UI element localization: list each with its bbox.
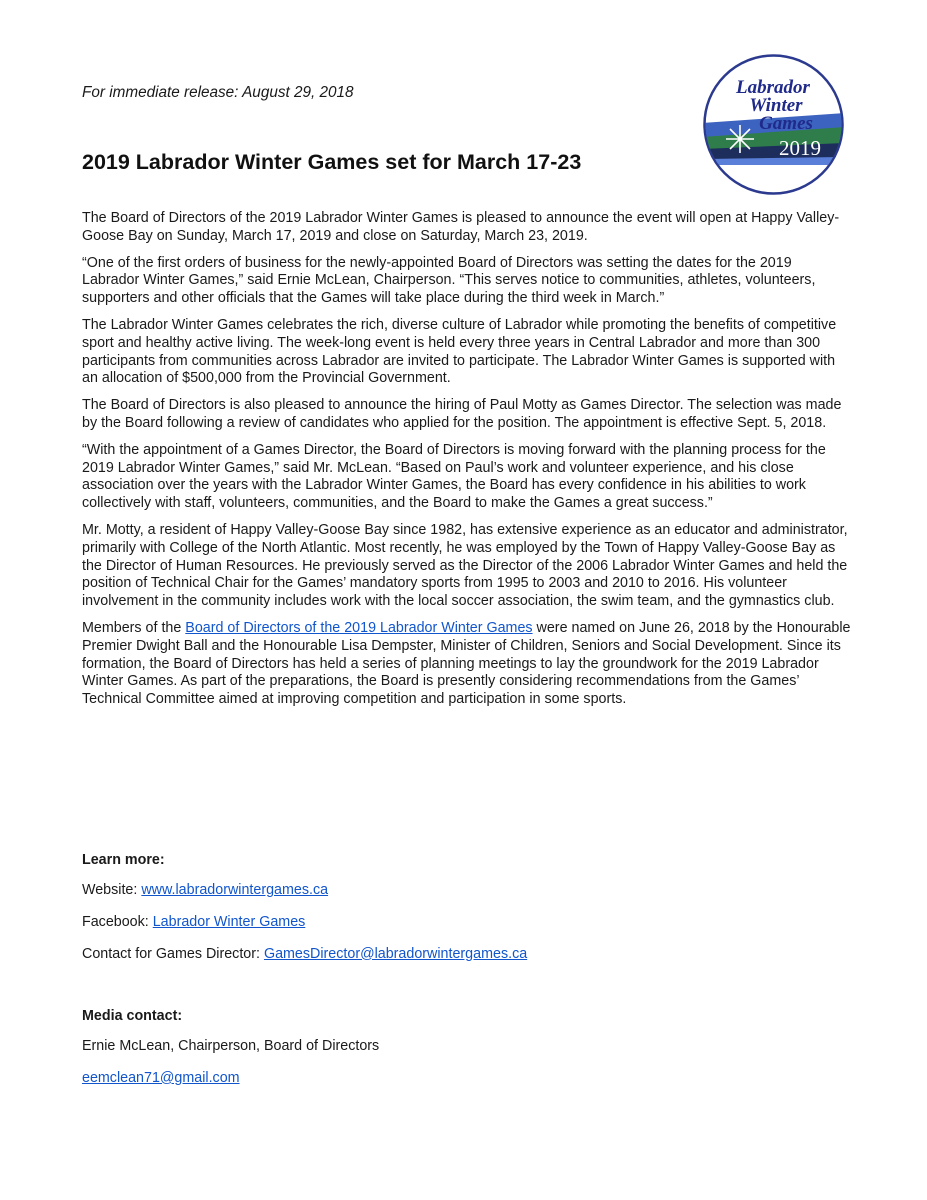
release-date: For immediate release: August 29, 2018 <box>82 84 354 101</box>
snowflake-icon <box>726 125 754 153</box>
learn-more-heading: Learn more: <box>82 852 165 868</box>
media-contact-name: Ernie McLean, Chairperson, Board of Directors <box>82 1038 380 1054</box>
media-contact-email-link[interactable]: eemclean71@gmail.com <box>82 1069 240 1086</box>
learn-more-section <box>82 852 852 977</box>
paragraph-2: “One of the first orders of business for the newly-appointed Board of Directors was setting the dates for the 2019 Labrador Winter Games,” said Ernie McLean, Chairperson. “This serves notice to communities, athletes, volunteers, supporters and other officials that the Games will take place during the third week in March.” <box>82 254 816 307</box>
labrador-winter-games-logo <box>702 53 845 196</box>
page-title: 2019 Labrador Winter Games set for March 17-23 <box>82 150 582 174</box>
facebook-label: Facebook: <box>82 913 153 930</box>
logo-line-3: Games <box>759 113 813 134</box>
media-contact-email-line <box>82 1070 852 1088</box>
article-body <box>82 210 852 718</box>
website-label: Website: <box>82 882 142 898</box>
paragraph-1: The Board of Directors of the 2019 Labrador Winter Games is pleased to announce the event will open at Happy Valley-Goose Bay on Sunday, March 17, 2019 and close on Saturday, March 23, 2019. <box>82 210 840 244</box>
website-line <box>82 882 852 900</box>
website-link[interactable]: www.labradorwintergames.ca <box>141 882 329 898</box>
board-of-directors-link[interactable]: Board of Directors of the 2019 Labrador Winter Games <box>185 619 533 636</box>
paragraph-3: The Labrador Winter Games celebrates the rich, diverse culture of Labrador while promoting the benefits of competitive sport and healthy active living. The week-long event is held every three years in Central Labrador and more than 300 participants from communities across Labrador are invited to participate. The Labrador Winter Games is supported with an allocation of $500,000 from the Provincial Government. <box>82 316 837 387</box>
facebook-link[interactable]: Labrador Winter Games <box>152 913 306 930</box>
paragraph-4: The Board of Directors is also pleased to announce the hiring of Paul Motty as Games Director. The selection was made by the Board following a review of candidates who applied for the position. The appointment is effective Sept. 5, 2018. <box>82 397 842 431</box>
logo-line-2: Winter <box>749 95 803 116</box>
logo-line-1: Labrador <box>736 77 810 98</box>
contact-line <box>82 946 852 964</box>
paragraph-6: Mr. Motty, a resident of Happy Valley-Goose Bay since 1982, has extensive experience as an educator and administrator, primarily with College of the North Atlantic. Most recently, he was employed by the Town of Happy Valley-Goose Bay as the Director of Human Resources. He previously served as the Director of the 2006 Labrador Winter Games and held the position of Technical Chair for the Games’ mandatory sports from 1995 to 2003 and 2010 to 2016. His volunteer involvement in the community includes work with the local soccer association, the swim team, and the gymnastics club. <box>82 521 848 610</box>
games-director-email-link[interactable]: GamesDirector@labradorwintergames.ca <box>263 945 528 962</box>
logo-year: 2019 <box>779 136 821 160</box>
paragraph-5: “With the appointment of a Games Director, the Board of Directors is moving forward with the planning process for the 2019 Labrador Winter Games,” said Mr. McLean. “Based on Paul’s work and volunteer experience, and his close association over the years with the Labrador Winter Games, the Board has every confidence in his abilities to work collectively with staff, volunteers, communities, and the Board to make the Games a great success.” <box>82 441 826 512</box>
media-contact-section <box>82 1008 852 1102</box>
paragraph-7 <box>82 620 852 709</box>
contact-label: Contact for Games Director: <box>82 945 264 962</box>
media-contact-heading: Media contact: <box>82 1008 183 1024</box>
paragraph-7-rest: were named on June 26, 2018 by the Honourable Premier Dwight Ball and the Honourable Lisa Dempster, Minister of Children, Seniors and Social Development. Since its formation, the Board of Directors has held a series of planning meetings to lay the groundwork for the 2019 Labrador Winter Games. As part of the preparations, the Board is presently considering recommendations from the Games’ Technical Committee aimed at improving competition and participation in some sports. <box>82 619 851 708</box>
paragraph-7-lead: Members of the <box>82 619 186 636</box>
facebook-line <box>82 914 852 932</box>
